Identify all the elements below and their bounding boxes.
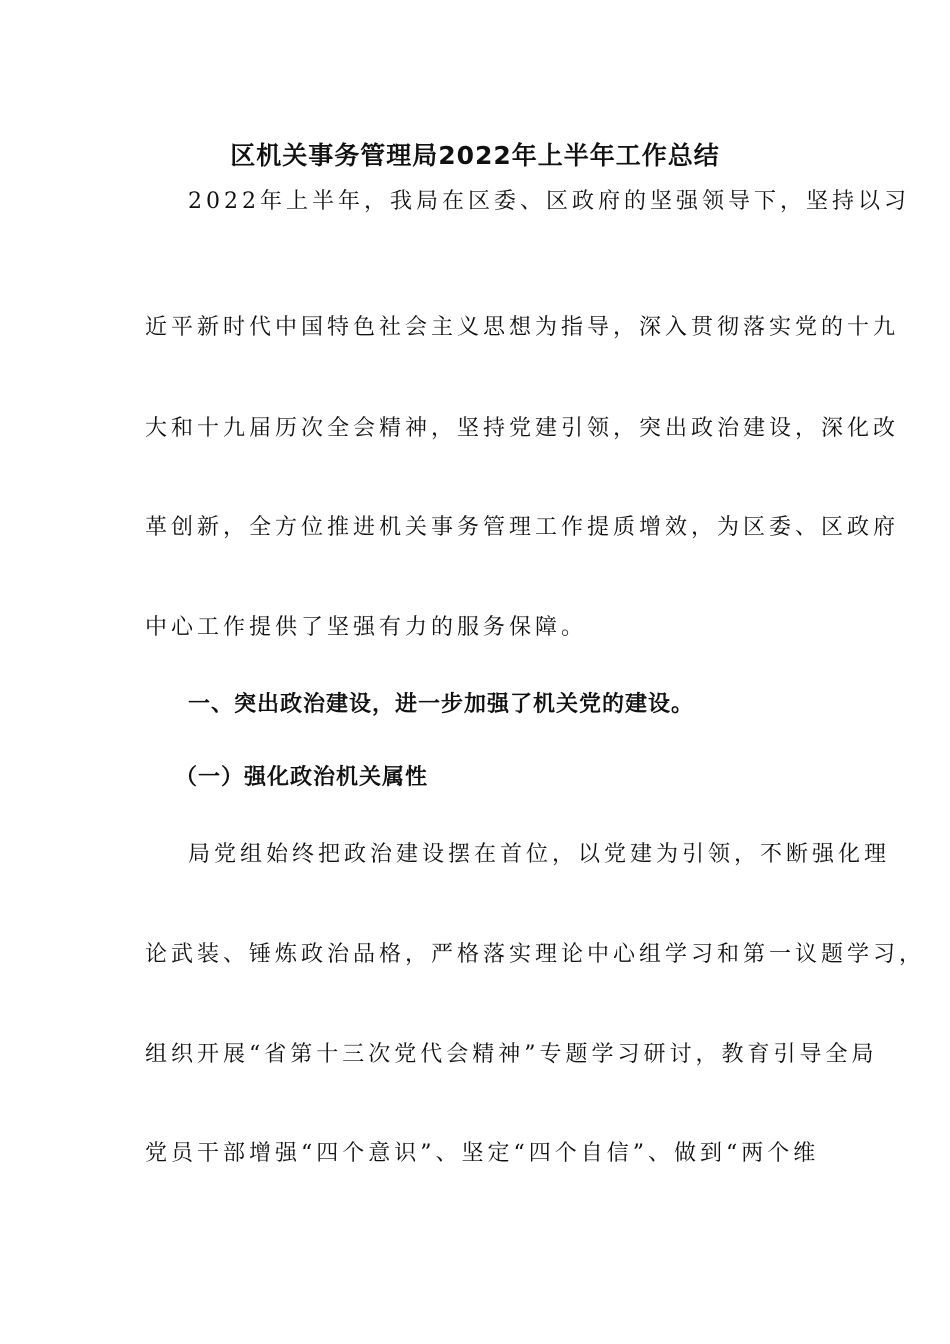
intro-line-2: 近平新时代中国特色社会主义思想为指导，深入贯彻落实党的十九 bbox=[145, 315, 900, 340]
subsection-line-3: 组织开展“省第十三次党代会精神”专题学习研讨，教育引导全局 bbox=[145, 1042, 878, 1067]
subsection-line-1: 局党组始终把政治建设摆在首位，以党建为引领，不断强化理 bbox=[188, 842, 891, 867]
intro-line-1: 2022年上半年，我局在区委、区政府的坚强领导下，坚持以习 bbox=[188, 189, 910, 214]
subsection-line-2: 论武装、锤炼政治品格，严格落实理论中心组学习和第一议题学习， bbox=[145, 942, 926, 967]
section-heading-1: 一、突出政治建设，进一步加强了机关党的建设。 bbox=[188, 692, 695, 717]
intro-line-4: 革创新，全方位推进机关事务管理工作提质增效，为区委、区政府 bbox=[145, 515, 900, 540]
intro-line-5: 中心工作提供了坚强有力的服务保障。 bbox=[145, 615, 588, 640]
subsection-heading-1: （一）强化政治机关属性 bbox=[175, 765, 429, 790]
document-title: 区机关事务管理局2022年上半年工作总结 bbox=[230, 141, 720, 170]
subsection-line-4: 党员干部增强“四个意识”、坚定“四个自信”、做到“两个维 bbox=[145, 1141, 820, 1166]
intro-line-3: 大和十九届历次全会精神，坚持党建引领，突出政治建设，深化改 bbox=[145, 416, 900, 441]
